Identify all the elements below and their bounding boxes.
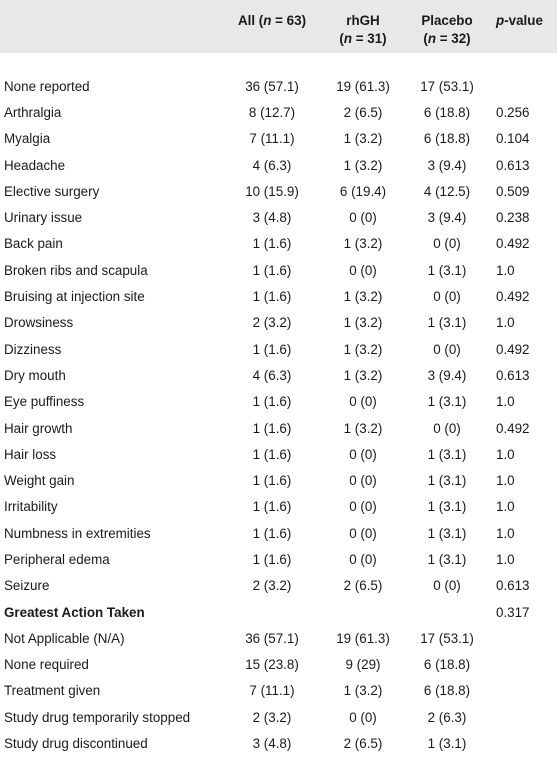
cell-placebo: 4 (12.5) (423, 183, 471, 199)
cell-p-value: 1.0 (496, 394, 515, 410)
cell-all: 7 (11.1) (249, 683, 295, 699)
row-label: Peripheral edema (4, 551, 110, 567)
cell-rhgh: 0 (0) (349, 210, 377, 226)
row-label: Greatest Action Taken (4, 604, 145, 620)
cell-placebo: 0 (0) (433, 578, 461, 594)
cell-all: 1 (1.6) (252, 262, 292, 278)
cell-p-value (490, 730, 557, 756)
cell-all: 2 (3.2) (252, 315, 292, 331)
cell-p-value: 0.492 (496, 289, 530, 305)
row-label: Not Applicable (N/A) (4, 630, 125, 646)
cell-placebo: 1 (3.1) (427, 315, 467, 331)
cell-rhgh: 2 (6.5) (343, 736, 383, 752)
cell-all: 7 (11.1) (249, 131, 295, 147)
cell-rhgh: 6 (19.4) (339, 183, 387, 199)
cell-all: 4 (6.3) (252, 157, 292, 173)
cell-rhgh: 1 (3.2) (343, 315, 383, 331)
header-all: All (n = 63) (237, 13, 307, 28)
cell-placebo: 0 (0) (433, 420, 461, 436)
row-label: Broken ribs and scapula (4, 262, 148, 278)
header-placebo: Placebo (n = 32) (421, 13, 473, 46)
cell-rhgh: 2 (6.5) (343, 578, 383, 594)
table-row (0, 310, 557, 336)
cell-rhgh: 0 (0) (349, 551, 377, 567)
cell-rhgh: 0 (0) (349, 262, 377, 278)
cell-placebo: 17 (53.1) (420, 630, 474, 646)
table-row (0, 415, 557, 441)
cell-p-value (490, 73, 557, 99)
cell-all: 8 (12.7) (248, 104, 296, 120)
cell-placebo: 6 (18.8) (423, 131, 471, 147)
row-label: Treatment given (4, 683, 101, 699)
cell-all: 1 (1.6) (252, 394, 292, 410)
row-label: Myalgia (4, 131, 51, 147)
table-row (0, 73, 557, 99)
cell-rhgh: 1 (3.2) (343, 420, 383, 436)
table-row (0, 257, 557, 283)
cell-rhgh: 0 (0) (349, 473, 377, 489)
cell-all: 1 (1.6) (252, 499, 292, 515)
row-label: Hair loss (4, 446, 57, 462)
row-label: Urinary issue (4, 210, 83, 226)
cell-p-value: 0.613 (496, 578, 530, 594)
row-label: Arthralgia (4, 104, 62, 120)
cell-p-value (490, 652, 557, 678)
cell-rhgh: 1 (3.2) (343, 289, 383, 305)
cell-rhgh: 1 (3.2) (343, 236, 383, 252)
table-row (0, 178, 557, 204)
cell-p-value: 1.0 (496, 315, 515, 331)
row-label: Seizure (4, 578, 50, 594)
table-row (0, 625, 557, 651)
cell-rhgh: 0 (0) (349, 525, 377, 541)
cell-p-value (490, 704, 557, 730)
table-row (0, 678, 557, 704)
row-label: Eye puffiness (4, 394, 85, 410)
cell-rhgh: 0 (0) (349, 709, 377, 725)
cell-placebo: 1 (3.1) (427, 473, 467, 489)
cell-p-value: 1.0 (496, 499, 515, 515)
cell-placebo (404, 599, 490, 625)
table-row (0, 467, 557, 493)
cell-rhgh: 9 (29) (345, 657, 381, 673)
header-p-value: p-value (496, 13, 543, 28)
cell-p-value: 1.0 (496, 262, 515, 278)
cell-p-value: 0.317 (496, 604, 530, 620)
table-row (0, 730, 557, 756)
cell-p-value: 0.509 (496, 183, 530, 199)
cell-rhgh: 0 (0) (349, 446, 377, 462)
table-row (0, 152, 557, 178)
row-label: None reported (4, 78, 90, 94)
row-label: Hair growth (4, 420, 73, 436)
row-label: Back pain (4, 236, 63, 252)
table-row (0, 99, 557, 125)
table-row (0, 362, 557, 388)
table-row (0, 336, 557, 362)
section-row (0, 599, 557, 625)
cell-placebo: 1 (3.1) (427, 499, 467, 515)
cell-placebo: 2 (6.3) (427, 709, 467, 725)
row-label: Study drug temporarily stopped (4, 709, 191, 725)
cell-placebo: 0 (0) (433, 341, 461, 357)
cell-placebo: 0 (0) (433, 289, 461, 305)
cell-all: 36 (57.1) (245, 78, 299, 94)
row-label: Bruising at injection site (4, 289, 145, 305)
cell-rhgh: 19 (61.3) (336, 78, 390, 94)
cell-placebo: 3 (9.4) (427, 210, 467, 226)
cell-p-value: 0.256 (496, 104, 530, 120)
cell-rhgh: 2 (6.5) (343, 104, 383, 120)
row-label: Weight gain (4, 473, 75, 489)
cell-all: 3 (4.8) (252, 210, 292, 226)
table-row (0, 283, 557, 309)
cell-placebo: 1 (3.1) (427, 446, 467, 462)
cell-all: 1 (1.6) (252, 551, 292, 567)
cell-all: 1 (1.6) (252, 525, 292, 541)
table-row (0, 231, 557, 257)
row-label: Drowsiness (4, 315, 74, 331)
cell-all: 4 (6.3) (252, 367, 292, 383)
cell-rhgh: 0 (0) (349, 394, 377, 410)
cell-placebo: 1 (3.1) (427, 394, 467, 410)
cell-placebo: 3 (9.4) (427, 367, 467, 383)
cell-p-value: 1.0 (496, 446, 515, 462)
table-body (0, 53, 557, 757)
table-row (0, 389, 557, 415)
table-row (0, 494, 557, 520)
row-label: Irritability (4, 499, 58, 515)
row-label: Dizziness (4, 341, 62, 357)
cell-placebo: 1 (3.1) (427, 551, 467, 567)
cell-all: 3 (4.8) (252, 736, 292, 752)
header-rhgh: rhGH (n = 31) (339, 13, 387, 46)
cell-placebo: 0 (0) (433, 236, 461, 252)
cell-all: 36 (57.1) (245, 630, 299, 646)
cell-rhgh: 1 (3.2) (343, 683, 383, 699)
cell-placebo: 6 (18.8) (423, 657, 471, 673)
cell-all: 1 (1.6) (252, 236, 292, 252)
cell-p-value: 1.0 (496, 525, 515, 541)
cell-rhgh: 1 (3.2) (343, 157, 383, 173)
table-row (0, 573, 557, 599)
table-row (0, 704, 557, 730)
cell-p-value: 0.238 (496, 210, 530, 226)
cell-all: 2 (3.2) (252, 578, 292, 594)
cell-p-value: 1.0 (496, 551, 515, 567)
cell-p-value: 0.104 (496, 131, 530, 147)
cell-p-value (490, 625, 557, 651)
table-header-row (0, 0, 557, 53)
cell-rhgh (322, 599, 404, 625)
cell-p-value: 0.613 (496, 367, 530, 383)
cell-p-value: 0.492 (496, 341, 530, 357)
row-label: Dry mouth (4, 367, 66, 383)
cell-placebo: 1 (3.1) (427, 525, 467, 541)
table-row (0, 652, 557, 678)
cell-p-value: 0.613 (496, 157, 530, 173)
row-label: Study drug discontinued (4, 736, 148, 752)
cell-rhgh: 19 (61.3) (336, 630, 390, 646)
cell-all (222, 599, 322, 625)
cell-all: 2 (3.2) (252, 709, 292, 725)
cell-p-value: 0.492 (496, 236, 530, 252)
cell-rhgh: 1 (3.2) (343, 367, 383, 383)
cell-rhgh: 0 (0) (349, 499, 377, 515)
cell-all: 1 (1.6) (252, 289, 292, 305)
cell-all: 10 (15.9) (245, 183, 299, 199)
row-label: None required (4, 657, 89, 673)
cell-rhgh: 1 (3.2) (343, 341, 383, 357)
cell-placebo: 6 (18.8) (423, 104, 471, 120)
table-row (0, 441, 557, 467)
spacer-row (0, 53, 557, 73)
header-empty-cell (0, 0, 222, 53)
table-row (0, 546, 557, 572)
cell-p-value (490, 678, 557, 704)
cell-rhgh: 1 (3.2) (343, 131, 383, 147)
row-label: Numbness in extremities (4, 525, 151, 541)
cell-p-value: 0.492 (496, 420, 530, 436)
row-label: Headache (4, 157, 66, 173)
table-row (0, 204, 557, 230)
cell-placebo: 6 (18.8) (423, 683, 471, 699)
table-row (0, 126, 557, 152)
cell-all: 1 (1.6) (252, 446, 292, 462)
cell-p-value: 1.0 (496, 473, 515, 489)
cell-all: 15 (23.8) (245, 657, 299, 673)
row-label: Elective surgery (4, 183, 100, 199)
cell-placebo: 17 (53.1) (420, 78, 474, 94)
cell-placebo: 1 (3.1) (427, 262, 467, 278)
table-row (0, 520, 557, 546)
cell-placebo: 1 (3.1) (427, 736, 467, 752)
cell-placebo: 3 (9.4) (427, 157, 467, 173)
cell-all: 1 (1.6) (252, 473, 292, 489)
cell-all: 1 (1.6) (252, 420, 292, 436)
cell-all: 1 (1.6) (252, 341, 292, 357)
